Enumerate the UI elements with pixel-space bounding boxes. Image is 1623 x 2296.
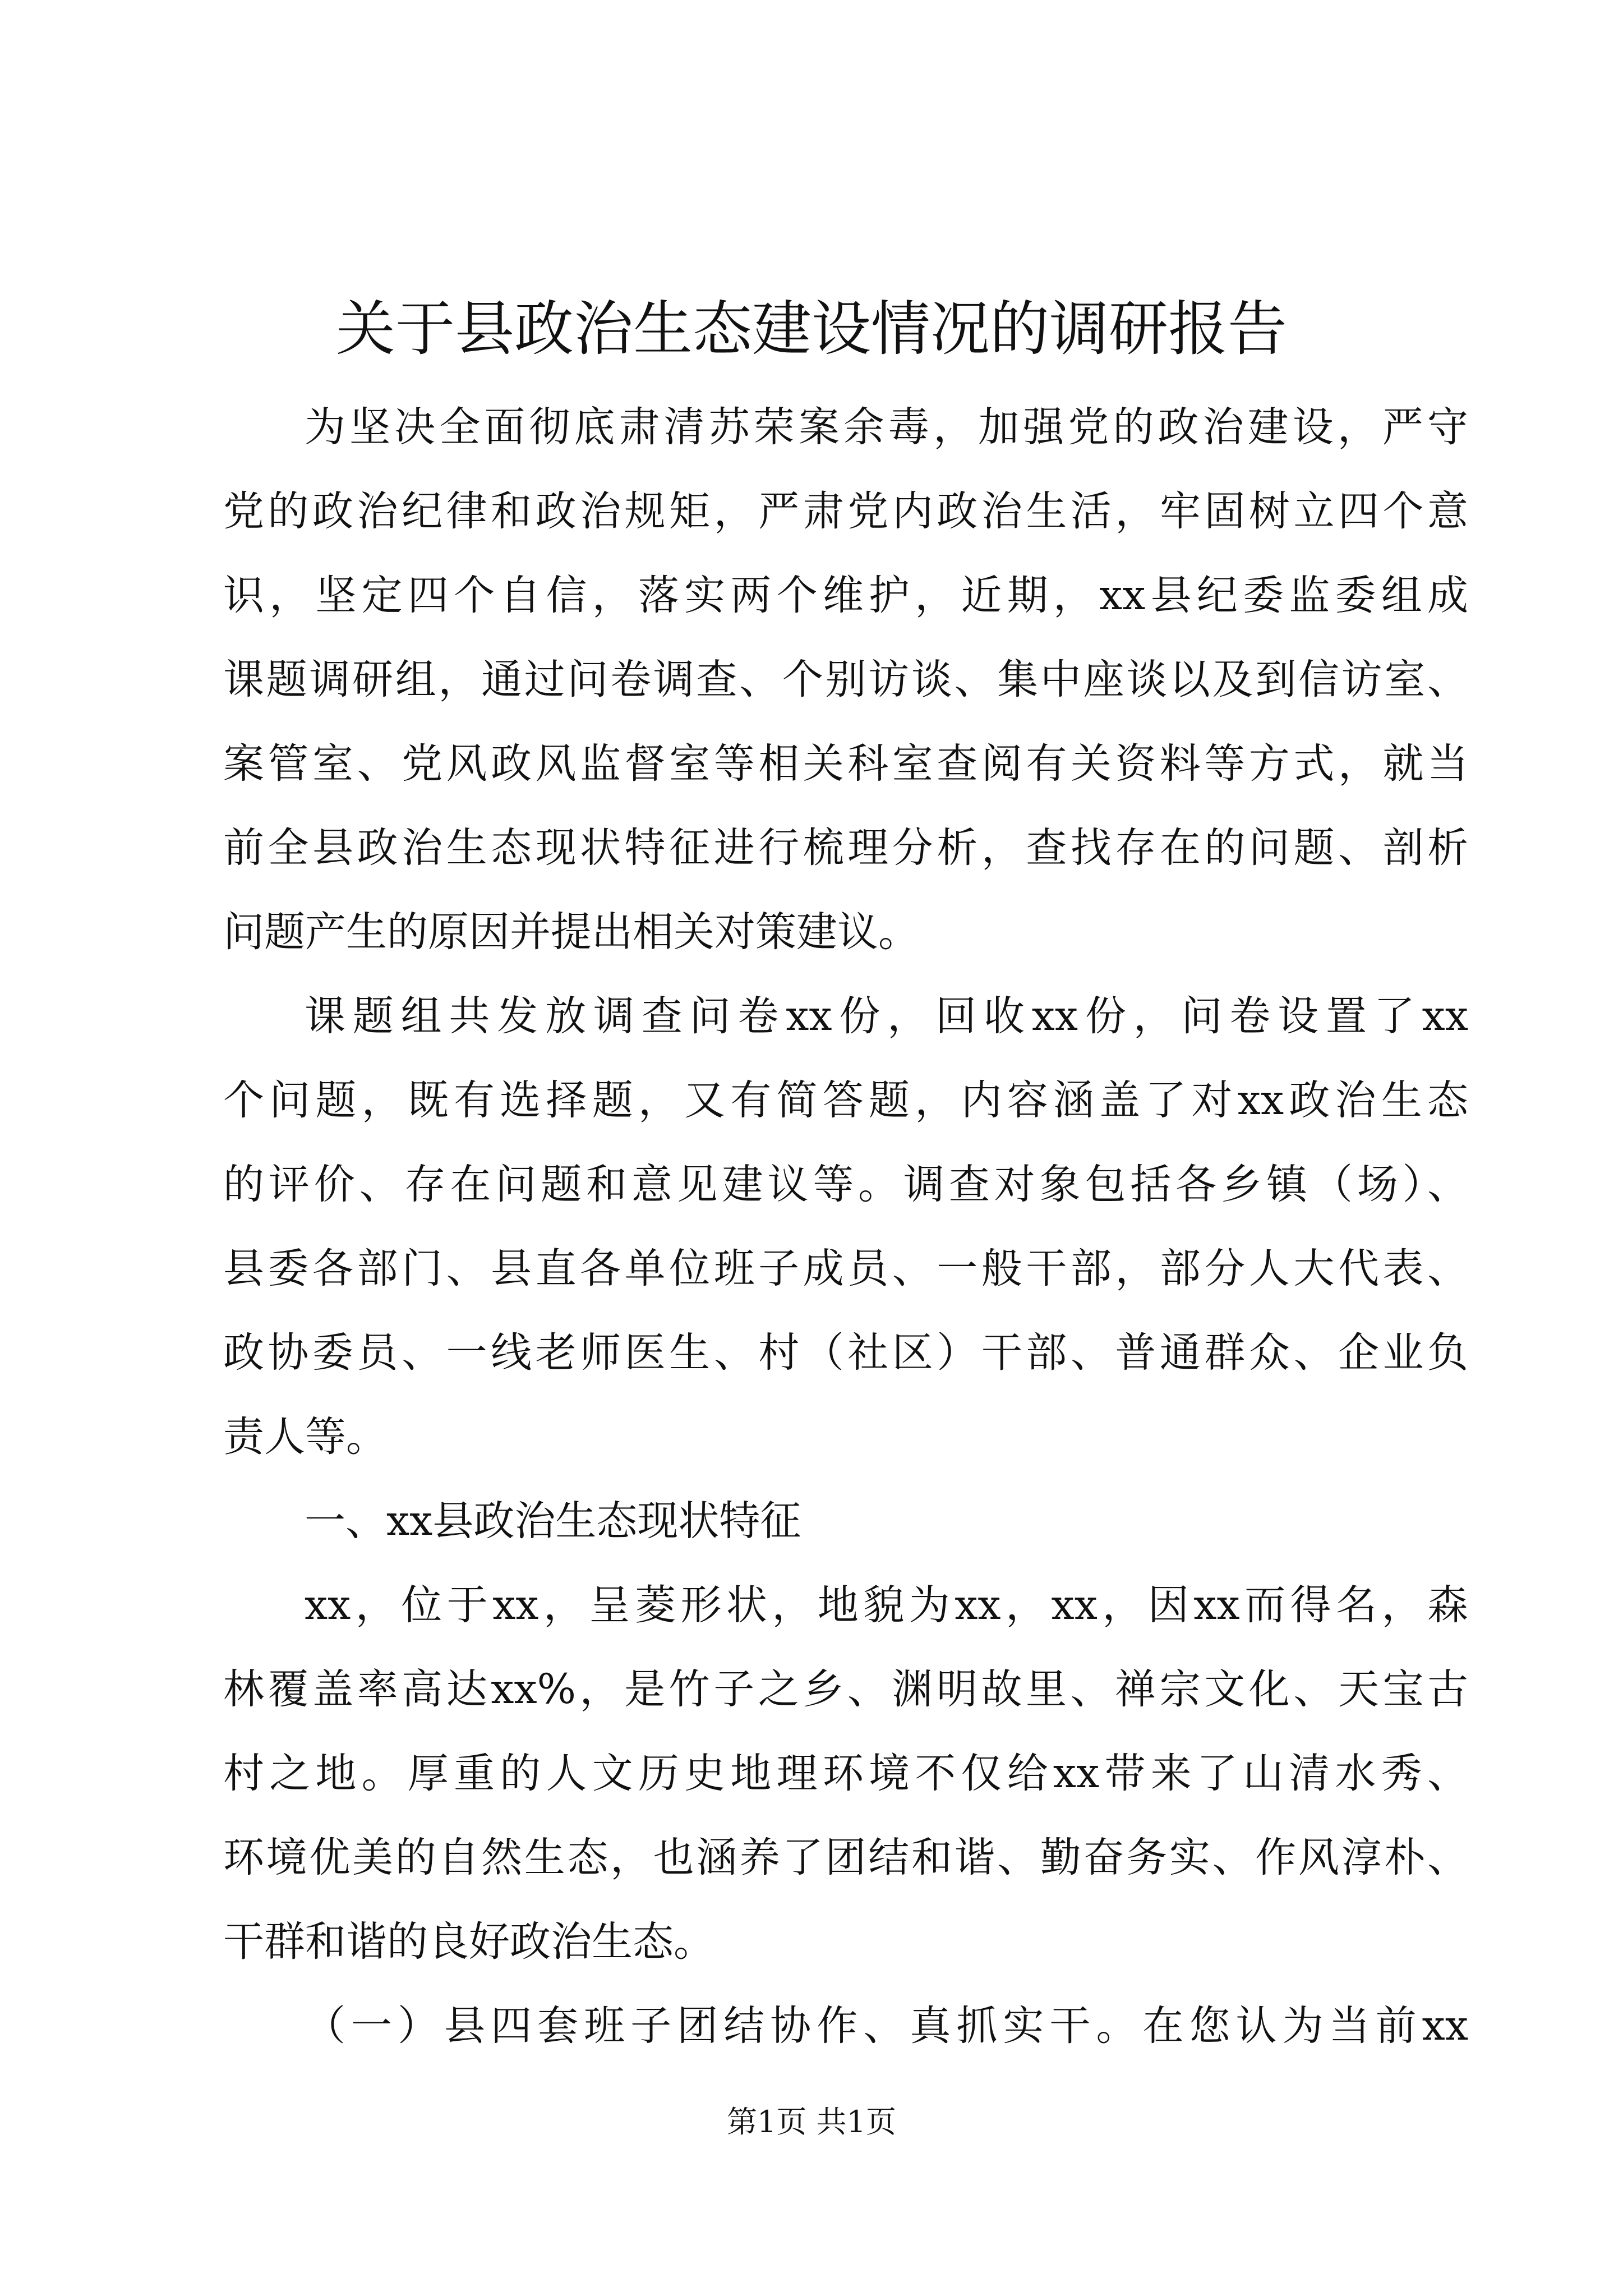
body-line: 责人等。 bbox=[223, 1413, 387, 1461]
body-line: 党的政治纪律和政治规矩，严肃党内政治生活，牢固树立四个意 bbox=[223, 487, 1468, 535]
body-line: 个问题，既有选择题，又有简答题，内容涵盖了对xx政治生态 bbox=[223, 1076, 1468, 1124]
body-line: 县委各部门、县直各单位班子成员、一般干部，部分人大代表、 bbox=[223, 1245, 1468, 1292]
body-line: 课题组共发放调查问卷xx份，回收xx份，问卷设置了xx bbox=[305, 992, 1468, 1040]
body-line: 的评价、存在问题和意见建议等。调查对象包括各乡镇（场）、 bbox=[223, 1161, 1468, 1208]
body-line: 环境优美的自然生态，也涵养了团结和谐、勤奋务实、作风淳朴、 bbox=[223, 1834, 1468, 1881]
body-line: xx，位于xx，呈菱形状，地貌为xx，xx，因xx而得名，森 bbox=[305, 1581, 1468, 1629]
subsection-line: （一）县四套班子团结协作、真抓实干。在您认为当前xx bbox=[305, 2002, 1468, 2050]
body-line: 林覆盖率高达xx%，是竹子之乡、渊明故里、禅宗文化、天宝古 bbox=[223, 1665, 1468, 1713]
body-line: 政协委员、一线老师医生、村（社区）干部、普通群众、企业负 bbox=[223, 1329, 1468, 1377]
page-footer: 第1页 共1页 bbox=[727, 2104, 896, 2139]
body-line: 为坚决全面彻底肃清苏荣案余毒，加强党的政治建设，严守 bbox=[305, 403, 1468, 451]
document-title: 关于县政治生态建设情况的调研报告 bbox=[336, 295, 1287, 364]
body-line: 案管室、党风政风监督室等相关科室查阅有关资料等方式，就当 bbox=[223, 740, 1468, 788]
body-line: 前全县政治生态现状特征进行梳理分析，查找存在的问题、剖析 bbox=[223, 824, 1468, 872]
body-line: 村之地。厚重的人文历史地理环境不仅给xx带来了山清水秀、 bbox=[223, 1750, 1468, 1797]
body-line: 问题产生的原因并提出相关对策建议。 bbox=[223, 908, 919, 956]
body-line: 识，坚定四个自信，落实两个维护，近期，xx县纪委监委组成 bbox=[223, 572, 1468, 619]
body-line: 课题调研组，通过问卷调查、个别访谈、集中座谈以及到信访室、 bbox=[223, 656, 1468, 703]
section-heading: 一、xx县政治生态现状特征 bbox=[305, 1497, 801, 1545]
body-line: 干群和谐的良好政治生态。 bbox=[223, 1918, 714, 1966]
